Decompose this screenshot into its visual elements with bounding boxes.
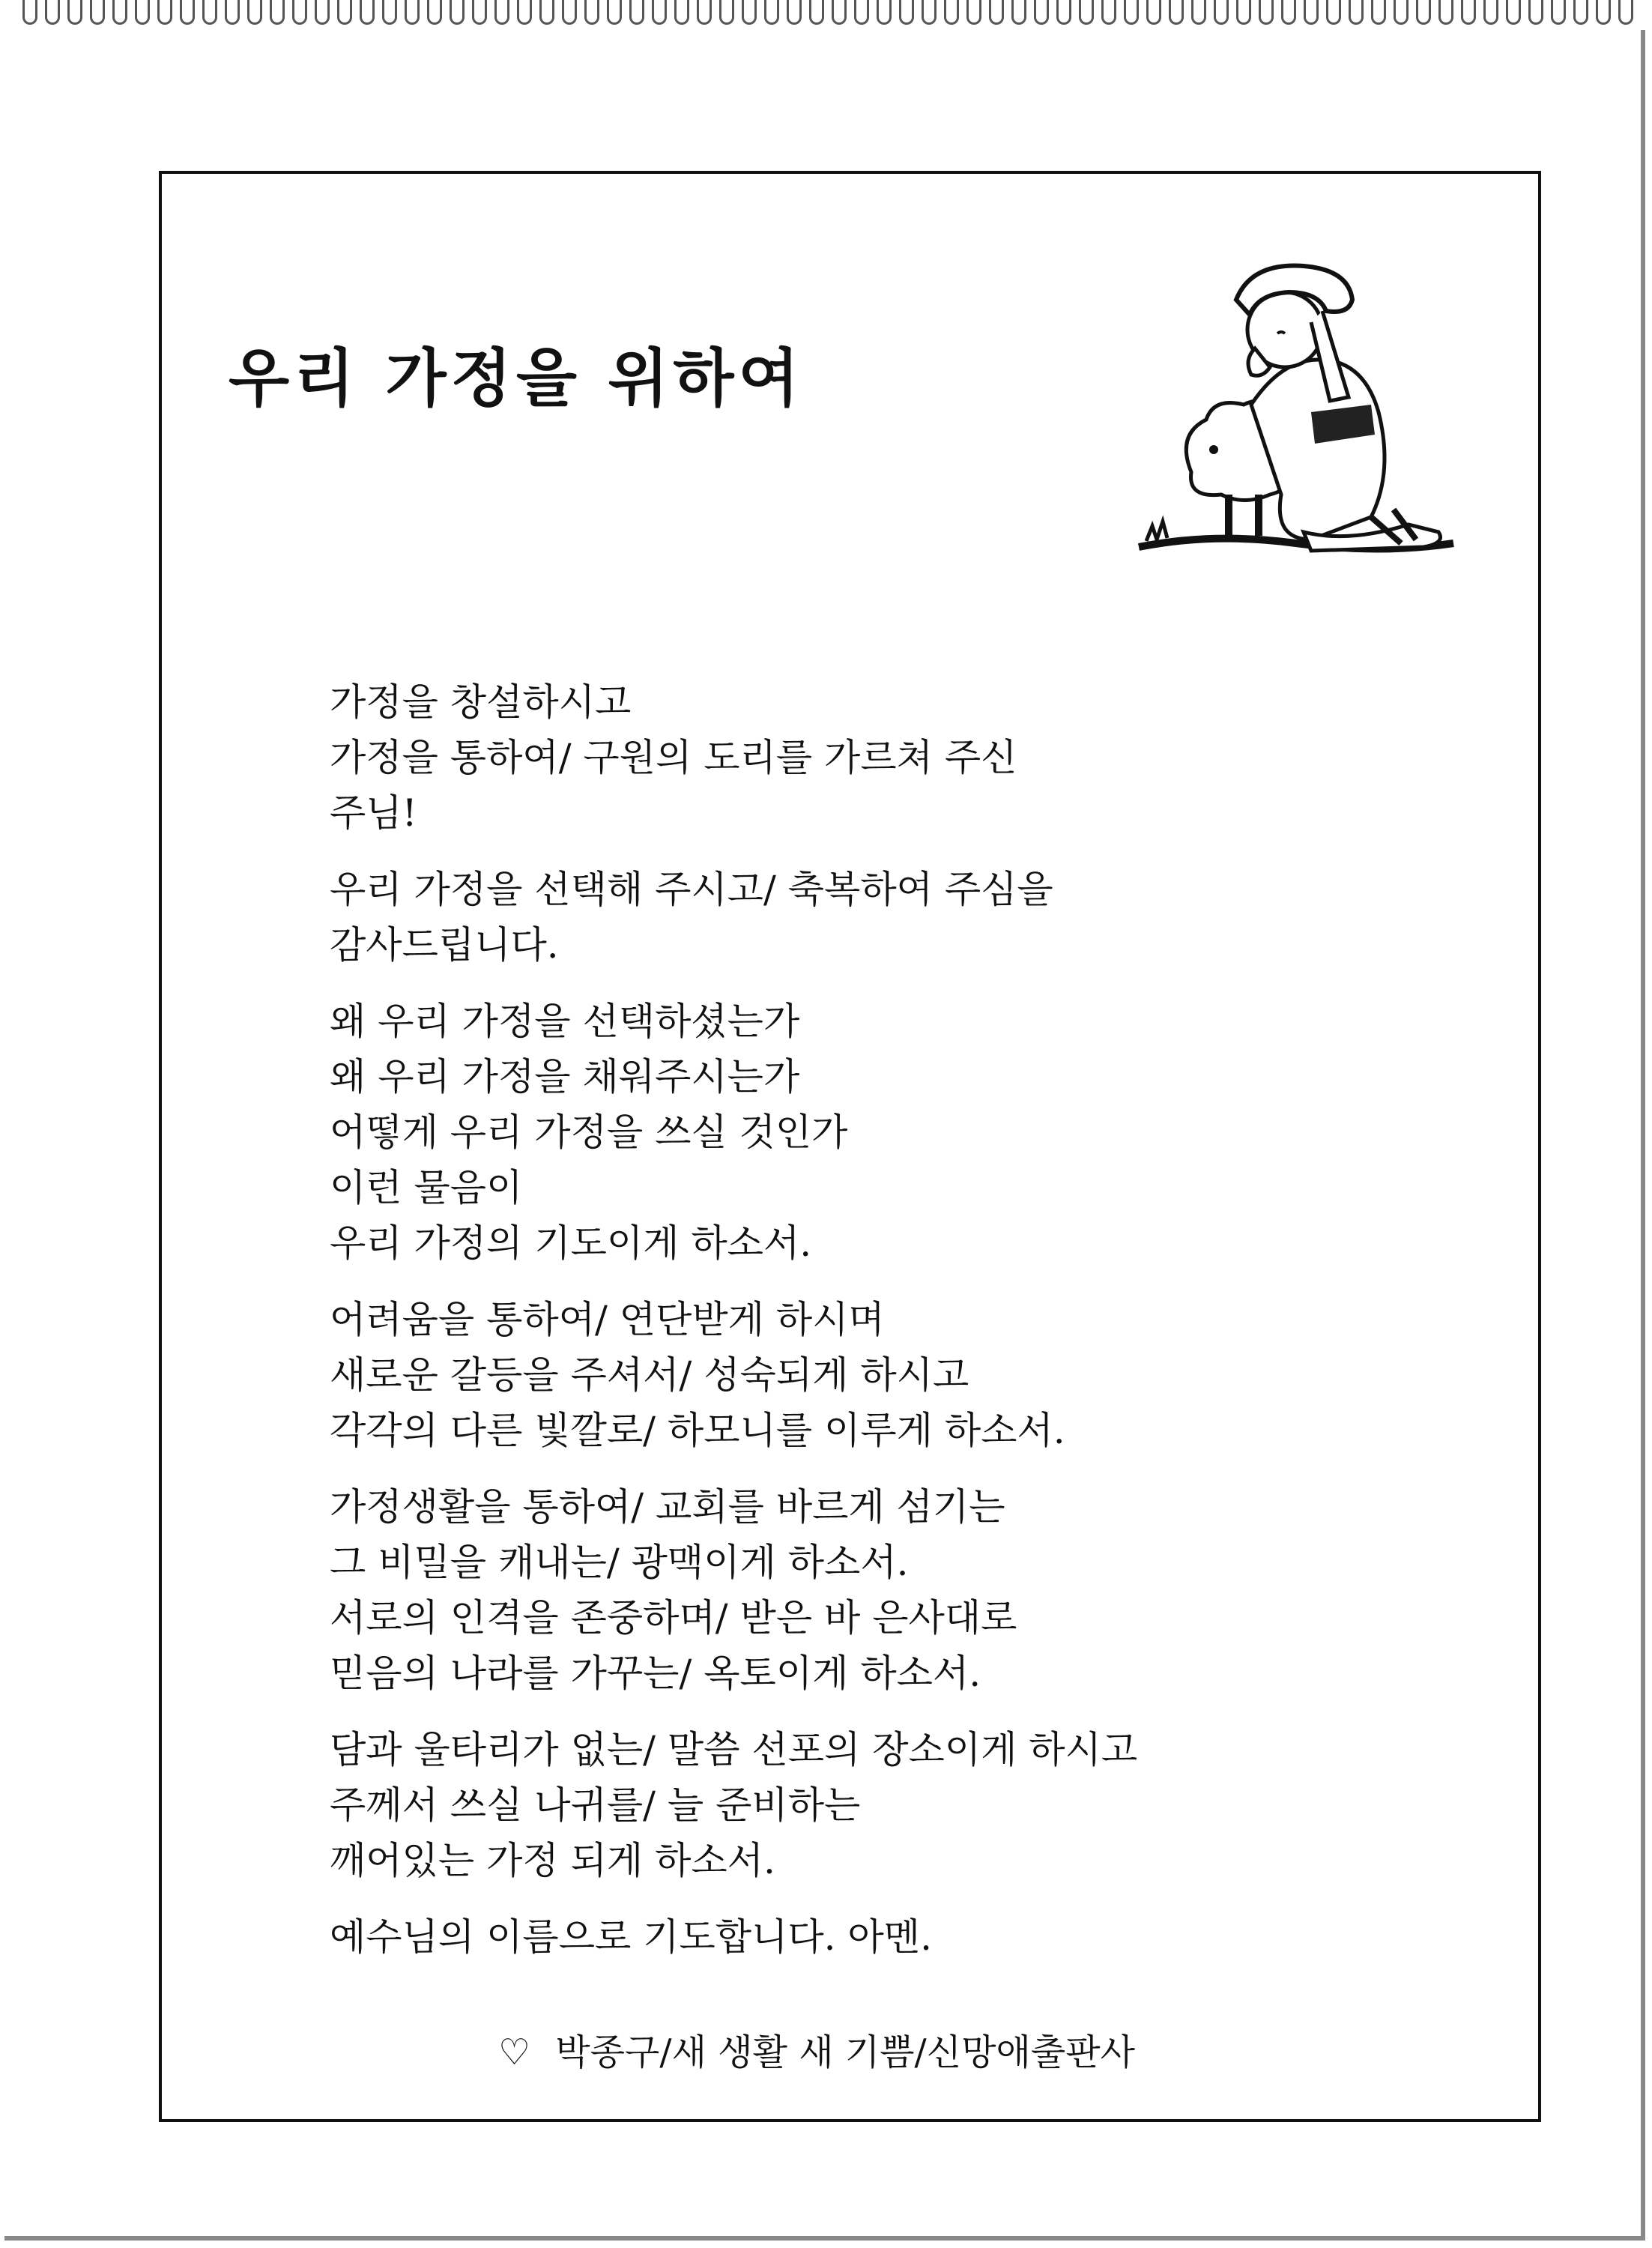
prayer-line: 가정생활을 통하여/ 교회를 바르게 섬기는 <box>330 1485 1005 1529</box>
spiral-ring <box>764 0 779 25</box>
spiral-ring <box>494 0 509 25</box>
prayer-line: 우리 가정의 기도이게 하소서. <box>330 1221 812 1265</box>
spiral-ring <box>1438 0 1453 25</box>
spiral-ring <box>450 0 465 25</box>
prayer-line: 가정을 창설하시고 <box>330 680 632 724</box>
prayer-line: 서로의 인격을 존중하며/ 받은 바 은사대로 <box>330 1596 1017 1640</box>
spiral-ring <box>697 0 712 25</box>
prayer-line: 깨어있는 가정 되게 하소서. <box>330 1839 775 1882</box>
prayer-line: 믿음의 나라를 가꾸는/ 옥토이게 하소서. <box>330 1652 981 1695</box>
spiral-ring <box>1506 0 1521 25</box>
spiral-ring <box>1304 0 1319 25</box>
spiral-ring <box>67 0 82 25</box>
prayer-text <box>330 674 1341 1986</box>
spiral-binding <box>22 0 1633 30</box>
stanza <box>330 994 1341 1271</box>
spiral-ring <box>1079 0 1094 25</box>
spiral-ring <box>629 0 644 25</box>
spiral-ring <box>539 0 554 25</box>
spiral-ring <box>1034 0 1049 25</box>
heart-icon: ♡ <box>498 2031 531 2073</box>
prayer-line: 담과 울타리가 없는/ 말씀 선포의 장소이게 하시고 <box>330 1728 1138 1771</box>
prayer-line: 왜 우리 가정을 채워주시는가 <box>330 1055 800 1099</box>
spiral-ring <box>1101 0 1116 25</box>
spiral-ring <box>854 0 869 25</box>
spiral-ring <box>292 0 307 25</box>
prayer-line: 어려움을 통하여/ 연단받게 하시며 <box>330 1298 885 1341</box>
spiral-ring <box>1169 0 1184 25</box>
spiral-ring <box>1461 0 1476 25</box>
spiral-ring <box>360 0 375 25</box>
spiral-ring <box>405 0 420 25</box>
spiral-ring <box>1191 0 1206 25</box>
spiral-ring <box>202 0 217 25</box>
spiral-ring <box>135 0 150 25</box>
page-title: 우리 가정을 위하여 <box>229 342 804 415</box>
spiral-ring <box>922 0 937 25</box>
spiral-ring <box>787 0 802 25</box>
spiral-ring <box>719 0 734 25</box>
spiral-ring <box>90 0 105 25</box>
spiral-ring <box>22 0 37 25</box>
stanza <box>330 862 1341 973</box>
credit-text: 박종구/새 생활 새 기쁨/신망애출판사 <box>555 2031 1135 2073</box>
spiral-ring <box>1281 0 1296 25</box>
prayer-line: 감사드립니다. <box>330 923 559 967</box>
spiral-ring <box>382 0 397 25</box>
spiral-ring <box>1528 0 1543 25</box>
prayer-line: 예수님의 이름으로 기도합니다. 아멘. <box>330 1915 932 1959</box>
spiral-ring <box>899 0 914 25</box>
spiral-ring <box>674 0 689 25</box>
prayer-line: 우리 가정을 선택해 주시고/ 축복하여 주심을 <box>330 868 1053 911</box>
source-credit <box>498 2023 1135 2075</box>
spiral-ring <box>427 0 442 25</box>
spiral-ring <box>562 0 577 25</box>
prayer-line: 각각의 다른 빛깔로/ 하모니를 이루게 하소서. <box>330 1409 1065 1452</box>
spiral-ring <box>966 0 981 25</box>
stanza <box>330 1909 1341 1965</box>
spiral-ring <box>1214 0 1229 25</box>
spiral-ring <box>1146 0 1161 25</box>
spiral-ring <box>1596 0 1611 25</box>
praying-child-lamb-illustration <box>1124 247 1468 592</box>
spiral-ring <box>1573 0 1588 25</box>
prayer-line: 주님! <box>330 791 417 835</box>
prayer-line: 왜 우리 가정을 선택하셨는가 <box>330 1000 800 1043</box>
prayer-line: 그 비밀을 캐내는/ 광맥이게 하소서. <box>330 1541 909 1584</box>
spiral-ring <box>944 0 959 25</box>
spiral-ring <box>1371 0 1386 25</box>
spiral-ring <box>584 0 599 25</box>
spiral-ring <box>1011 0 1026 25</box>
spiral-ring <box>1259 0 1274 25</box>
spiral-ring <box>607 0 622 25</box>
spiral-ring <box>1349 0 1364 25</box>
spiral-ring <box>1326 0 1341 25</box>
stanza <box>330 674 1341 841</box>
stanza <box>330 1292 1341 1458</box>
stanza <box>330 1722 1341 1888</box>
spiral-ring <box>809 0 824 25</box>
spiral-ring <box>1618 0 1633 25</box>
spiral-ring <box>877 0 892 25</box>
spiral-ring <box>45 0 60 25</box>
spiral-ring <box>472 0 487 25</box>
spiral-ring <box>652 0 667 25</box>
prayer-line: 어떻게 우리 가정을 쓰실 것인가 <box>330 1111 848 1154</box>
spiral-ring <box>1124 0 1139 25</box>
spiral-ring <box>225 0 240 25</box>
spiral-ring <box>337 0 352 25</box>
prayer-line: 가정을 통하여/ 구원의 도리를 가르쳐 주신 <box>330 736 1017 779</box>
spiral-ring <box>832 0 847 25</box>
spiral-ring <box>1483 0 1498 25</box>
spiral-ring <box>157 0 172 25</box>
stanza <box>330 1479 1341 1701</box>
spiral-ring <box>517 0 532 25</box>
spiral-ring <box>742 0 757 25</box>
spiral-ring <box>1394 0 1409 25</box>
spiral-ring <box>989 0 1004 25</box>
spiral-ring <box>247 0 262 25</box>
spiral-ring <box>180 0 195 25</box>
spiral-ring <box>1551 0 1566 25</box>
prayer-line: 주께서 쓰실 나귀를/ 늘 준비하는 <box>330 1783 861 1827</box>
spiral-ring <box>1056 0 1071 25</box>
prayer-line: 새로운 갈등을 주셔서/ 성숙되게 하시고 <box>330 1353 969 1397</box>
spiral-ring <box>1236 0 1251 25</box>
prayer-line: 이런 물음이 <box>330 1166 523 1209</box>
spiral-ring <box>1416 0 1431 25</box>
spiral-ring <box>270 0 285 25</box>
spiral-ring <box>315 0 330 25</box>
spiral-ring <box>112 0 127 25</box>
